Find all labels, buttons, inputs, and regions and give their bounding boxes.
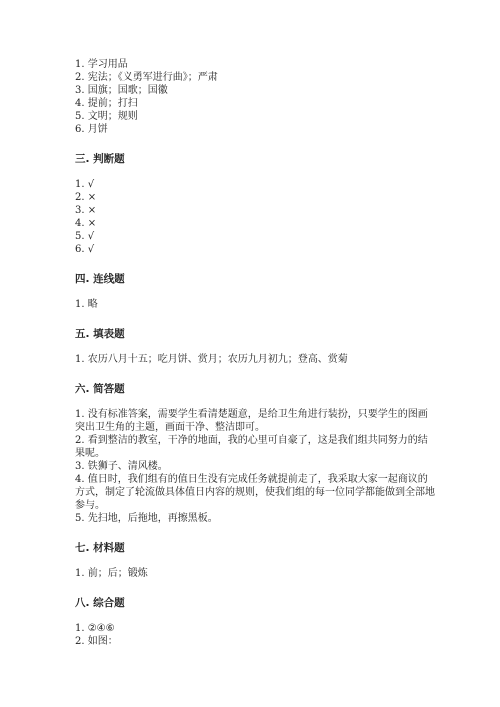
answer-item: 3. 国旗；国歌；国徽 xyxy=(75,85,168,96)
section-fill-blank-answers xyxy=(75,58,435,136)
section-heading-short-answer: 六. 简答题 xyxy=(75,383,125,395)
section-heading-material: 七. 材料题 xyxy=(75,542,125,554)
section-heading-matching: 四. 连线题 xyxy=(75,273,125,285)
answer-item: 6. √ xyxy=(75,244,95,255)
answer-item: 1. 农历八月十五；吃月饼、赏月；农历九月初九；登高、赏菊 xyxy=(75,354,348,365)
section-material-answers xyxy=(75,567,435,580)
answer-item: 1. 学习用品 xyxy=(75,59,128,70)
section-matching-answers xyxy=(75,298,435,311)
answer-item: 2. 宪法；《义勇军进行曲》；严肃 xyxy=(75,72,218,83)
answer-item: 1. 前；后；锻炼 xyxy=(75,568,148,579)
section-comprehensive-answers xyxy=(75,622,435,648)
answer-item: 1. √ xyxy=(75,179,95,190)
answer-item: 5. 文明；规则 xyxy=(75,111,138,122)
answer-item: 4. × xyxy=(75,218,97,229)
answer-item: 1. ②④⑥ xyxy=(75,623,115,634)
section-heading-comprehensive: 八. 综合题 xyxy=(75,597,125,609)
section-table-answers xyxy=(75,353,435,366)
answer-item: 1. 没有标准答案，需要学生看清楚题意，是给卫生角进行装扮，只要学生的图画突出卫生角的主题，画面干净、整洁即可。 xyxy=(75,409,428,433)
section-heading-table: 五. 填表题 xyxy=(75,328,125,340)
answer-content xyxy=(75,58,435,648)
answer-item: 1. 略 xyxy=(75,299,98,310)
answer-item: 5. √ xyxy=(75,231,95,242)
answer-item: 4. 提前；打扫 xyxy=(75,98,138,109)
section-short-answers xyxy=(75,408,435,525)
section-heading-judgement: 三. 判断题 xyxy=(75,153,125,165)
answer-item: 2. 看到整洁的教室，干净的地面，我的心里可自豪了，这是我们组共同努力的结果呢。 xyxy=(75,435,428,459)
answer-item: 4. 值日时，我们组有的值日生没有完成任务就提前走了，我采取大家一起商议的方式，制定了轮流做具体值日内容的规则，使我们组的每一位同学都能做到全部地参与。 xyxy=(75,474,435,511)
answer-item: 2. 如图： xyxy=(75,636,118,647)
answer-item: 5. 先扫地，后拖地，再擦黑板。 xyxy=(75,513,218,524)
answer-item: 2. × xyxy=(75,192,97,203)
answer-item: 3. 铁狮子、清风楼。 xyxy=(75,461,168,472)
answer-item: 6. 月饼 xyxy=(75,124,108,135)
section-judgement-answers xyxy=(75,178,435,256)
answer-item: 3. × xyxy=(75,205,97,216)
